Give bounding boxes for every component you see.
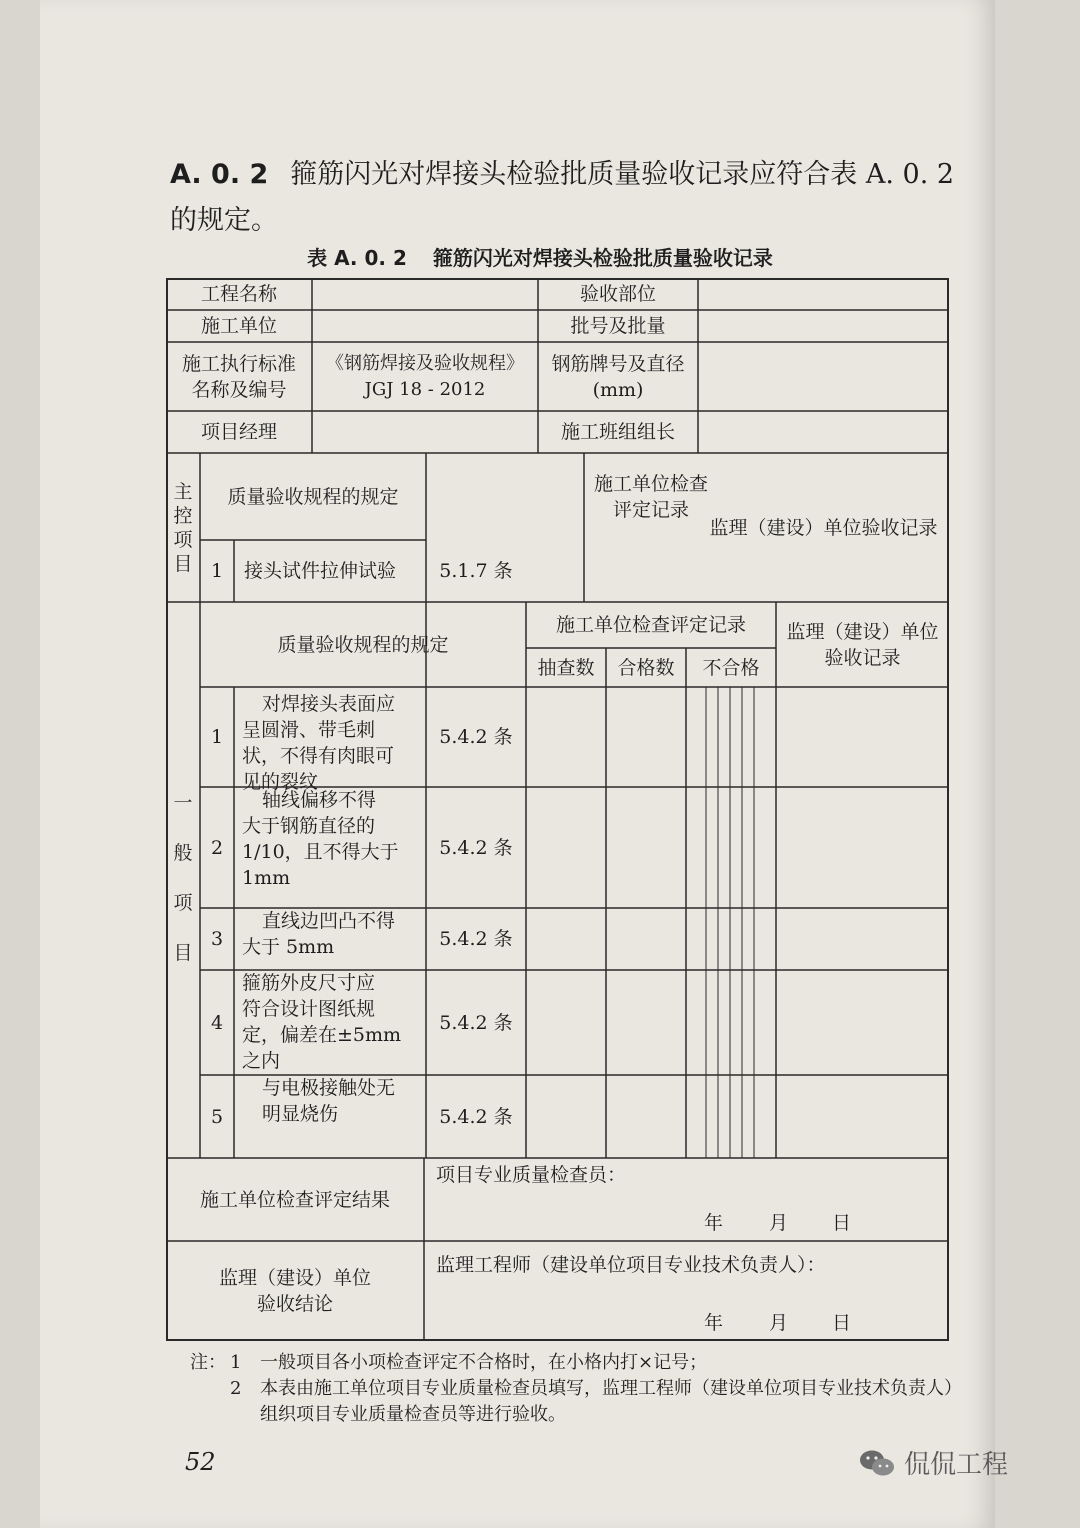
supervision-conclusion-line-1: 监理（建设）单位: [218, 1267, 371, 1289]
standard-label: [166, 342, 312, 411]
desc-line: 1mm: [242, 867, 291, 889]
supervision-date-year: 年: [704, 1312, 724, 1334]
main-construction-header-line-1: 施工单位检查: [593, 472, 708, 495]
desc-line: 符合设计图纸规: [242, 998, 376, 1020]
main-item-desc: 接头试件拉伸试验: [244, 560, 397, 582]
construction-unit-label: 施工单位: [200, 315, 277, 337]
section-number: A. 0. 2: [170, 159, 269, 190]
general-item-no: 4: [210, 1011, 224, 1034]
team-leader-label: 施工班组组长: [560, 421, 675, 443]
construction-date-year: 年: [704, 1212, 724, 1234]
side-char: 般: [173, 842, 193, 864]
general-item-clause: 5.4.2 条: [439, 1105, 513, 1128]
standard-label-line-2: 名称及编号: [191, 378, 287, 401]
watermark-text: 侃侃工程: [904, 1450, 1009, 1480]
pass-header: 合格数: [617, 656, 675, 679]
side-char: 项: [173, 892, 193, 914]
general-item-desc: [242, 787, 426, 908]
general-item-desc: [242, 1075, 426, 1158]
section-heading: [170, 152, 960, 244]
general-supervision-header-line-2: 验收记录: [824, 646, 901, 669]
supervision-date-day: 日: [832, 1312, 852, 1334]
supervision-conclusion-line-2: 验收结论: [256, 1293, 333, 1315]
table-caption: [0, 242, 1080, 271]
table-title: 箍筋闪光对焊接头检验批质量验收记录: [432, 246, 773, 270]
desc-line: 直线边凹凸不得: [262, 910, 396, 932]
batch-label: 批号及批量: [570, 315, 666, 337]
fail-subgrid: [706, 687, 754, 1158]
desc-line: 见的裂纹: [242, 771, 319, 793]
standard-value-line-1: 《钢筋焊接及验收规程》: [326, 352, 524, 374]
desc-line: 明显烧伤: [262, 1103, 339, 1125]
steel-grade-line-1: 钢筋牌号及直径: [551, 352, 685, 375]
desc-line: 1/10，且不得大于: [242, 841, 399, 863]
construction-result-label: 施工单位检查评定结果: [199, 1188, 390, 1211]
standard-label-line-1: 施工执行标准: [181, 352, 296, 375]
side-char: 控: [173, 505, 193, 527]
general-supervision-header: [776, 602, 949, 687]
wechat-icon: [858, 1448, 896, 1478]
general-item-desc: [242, 970, 426, 1075]
section-text: 箍筋闪光对焊接头检验批质量验收记录应符合表 A. 0. 2 的规定。: [170, 159, 955, 236]
standard-value: [312, 342, 538, 411]
general-item-no: 5: [210, 1105, 224, 1128]
construction-date-day: 日: [832, 1212, 852, 1234]
general-item-no: 3: [210, 928, 224, 950]
side-char: 目: [173, 553, 193, 575]
desc-line: 之内: [242, 1050, 281, 1072]
desc-line: 与电极接触处无: [262, 1077, 396, 1099]
fail-header: 不合格: [702, 656, 760, 679]
side-char: 一: [173, 792, 193, 814]
general-item-clause: 5.4.2 条: [439, 1011, 513, 1034]
desc-line: 轴线偏移不得: [262, 789, 377, 811]
desc-line: 状，不得有肉眼可: [242, 745, 395, 767]
general-item-no: 1: [210, 726, 224, 748]
table-number: 表 A. 0. 2: [307, 246, 407, 270]
construction-date-month: 月: [769, 1212, 789, 1234]
project-manager-label: 项目经理: [200, 421, 277, 443]
general-rule-header: 质量验收规程的规定: [277, 633, 449, 656]
watermark: [858, 1444, 1008, 1481]
note-number: 2: [230, 1378, 242, 1399]
main-item-clause: 5.1.7 条: [439, 560, 513, 582]
inspector-label: 项目专业质量检查员：: [436, 1164, 627, 1186]
sampled-header: 抽查数: [537, 656, 595, 679]
note-number: 1: [230, 1352, 242, 1373]
supervisor-label: 监理工程师（建设单位项目专业技术负责人）：: [436, 1254, 826, 1276]
table-notes: [190, 1350, 960, 1428]
desc-line: 大于 5mm: [242, 936, 335, 958]
steel-grade-line-2: (mm): [592, 378, 644, 401]
general-item-desc: [242, 687, 426, 793]
general-item-clause: 5.4.2 条: [439, 726, 513, 748]
main-rule-header: 质量验收规程的规定: [227, 485, 399, 508]
general-item-clause: 5.4.2 条: [439, 836, 513, 859]
general-supervision-header-line-1: 监理（建设）单位: [786, 620, 939, 643]
general-item-desc: [242, 908, 426, 970]
project-name-label: 工程名称: [200, 283, 277, 305]
desc-line: 大于钢筋直径的: [242, 815, 376, 837]
page-number: 52: [185, 1448, 216, 1476]
acceptance-part-label: 验收部位: [579, 283, 656, 305]
notes-label: 注：: [190, 1352, 226, 1373]
general-side-label: [171, 778, 195, 978]
supervision-conclusion-label: [166, 1241, 424, 1341]
steel-grade-label: [538, 342, 698, 411]
main-construction-header-line-2: 评定记录: [612, 498, 689, 521]
standard-value-line-2: JGJ 18 - 2012: [364, 378, 486, 400]
side-char: 目: [173, 942, 193, 964]
main-item-no: 1: [210, 560, 224, 582]
desc-line: 对焊接头表面应: [262, 693, 396, 715]
supervision-date-month: 月: [769, 1312, 789, 1334]
desc-line: 呈圆滑、带毛刺: [242, 719, 376, 741]
main-supervision-header: 监理（建设）单位验收记录: [709, 516, 938, 539]
general-construction-header: 施工单位检查评定记录: [555, 614, 746, 636]
acceptance-record-table: [166, 278, 949, 1341]
note-text: 一般项目各小项检查评定不合格时，在小格内打×记号；: [260, 1352, 708, 1373]
desc-line: 箍筋外皮尺寸应: [242, 972, 376, 994]
note-text: 本表由施工单位项目专业质量检查员填写，监理工程师（建设单位项目专业技术负责人）组织项目专业质量检查员等进行验收。: [260, 1378, 953, 1425]
side-char: 主: [173, 481, 193, 503]
desc-line: 定，偏差在±5mm: [242, 1024, 402, 1046]
general-item-clause: 5.4.2 条: [439, 928, 513, 950]
general-item-no: 2: [210, 836, 224, 859]
main-control-side-label: [171, 480, 195, 576]
side-char: 项: [173, 529, 193, 551]
